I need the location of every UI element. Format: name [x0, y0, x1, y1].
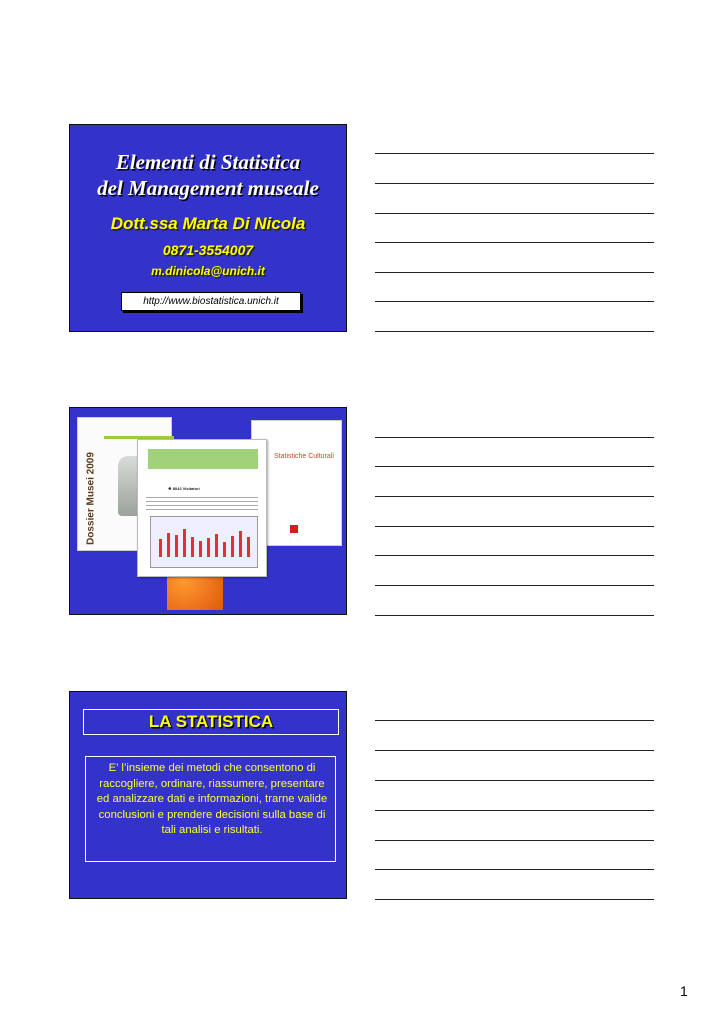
- dossier-label: Dossier Musei 2009: [85, 452, 97, 545]
- museo-page-image: [137, 439, 267, 577]
- slide-title-line-1: Elementi di Statistica: [115, 150, 301, 174]
- phone-number: 0871-3554007: [162, 242, 254, 258]
- page-number: 1: [680, 983, 688, 999]
- website-url[interactable]: http://www.biostatistica.unich.it: [121, 292, 301, 311]
- museo-visitors: ❖ 8043 Visitatori: [168, 486, 200, 491]
- slide-2: [69, 407, 347, 615]
- slide-3-title: LA STATISTICA: [148, 712, 274, 731]
- slide-title-line-2: del Management museale: [97, 176, 319, 200]
- slide-1: [69, 124, 347, 332]
- email-address: m.dinicola@unich.it: [151, 264, 265, 278]
- museo-mini-chart: [150, 516, 258, 568]
- slide-3-title-box: [83, 709, 339, 735]
- author-name: Dott.ssa Marta Di Nicola: [110, 214, 306, 233]
- slide-3: [69, 691, 347, 899]
- definition-box: [85, 756, 336, 862]
- culturali-title: Statistiche Culturali: [274, 453, 334, 460]
- museo-text-lines: [146, 497, 258, 513]
- definition-text: E’ l’insieme dei metodi che consentono di raccogliere, ordinare, riassumere, presentare ed analizzare dati e informazioni, trarne valide conclusioni e prendere decisioni sulla base di tali analisi e risultati.: [96, 762, 328, 836]
- museo-header-banner: [148, 449, 258, 469]
- istat-logo-icon: [290, 525, 298, 533]
